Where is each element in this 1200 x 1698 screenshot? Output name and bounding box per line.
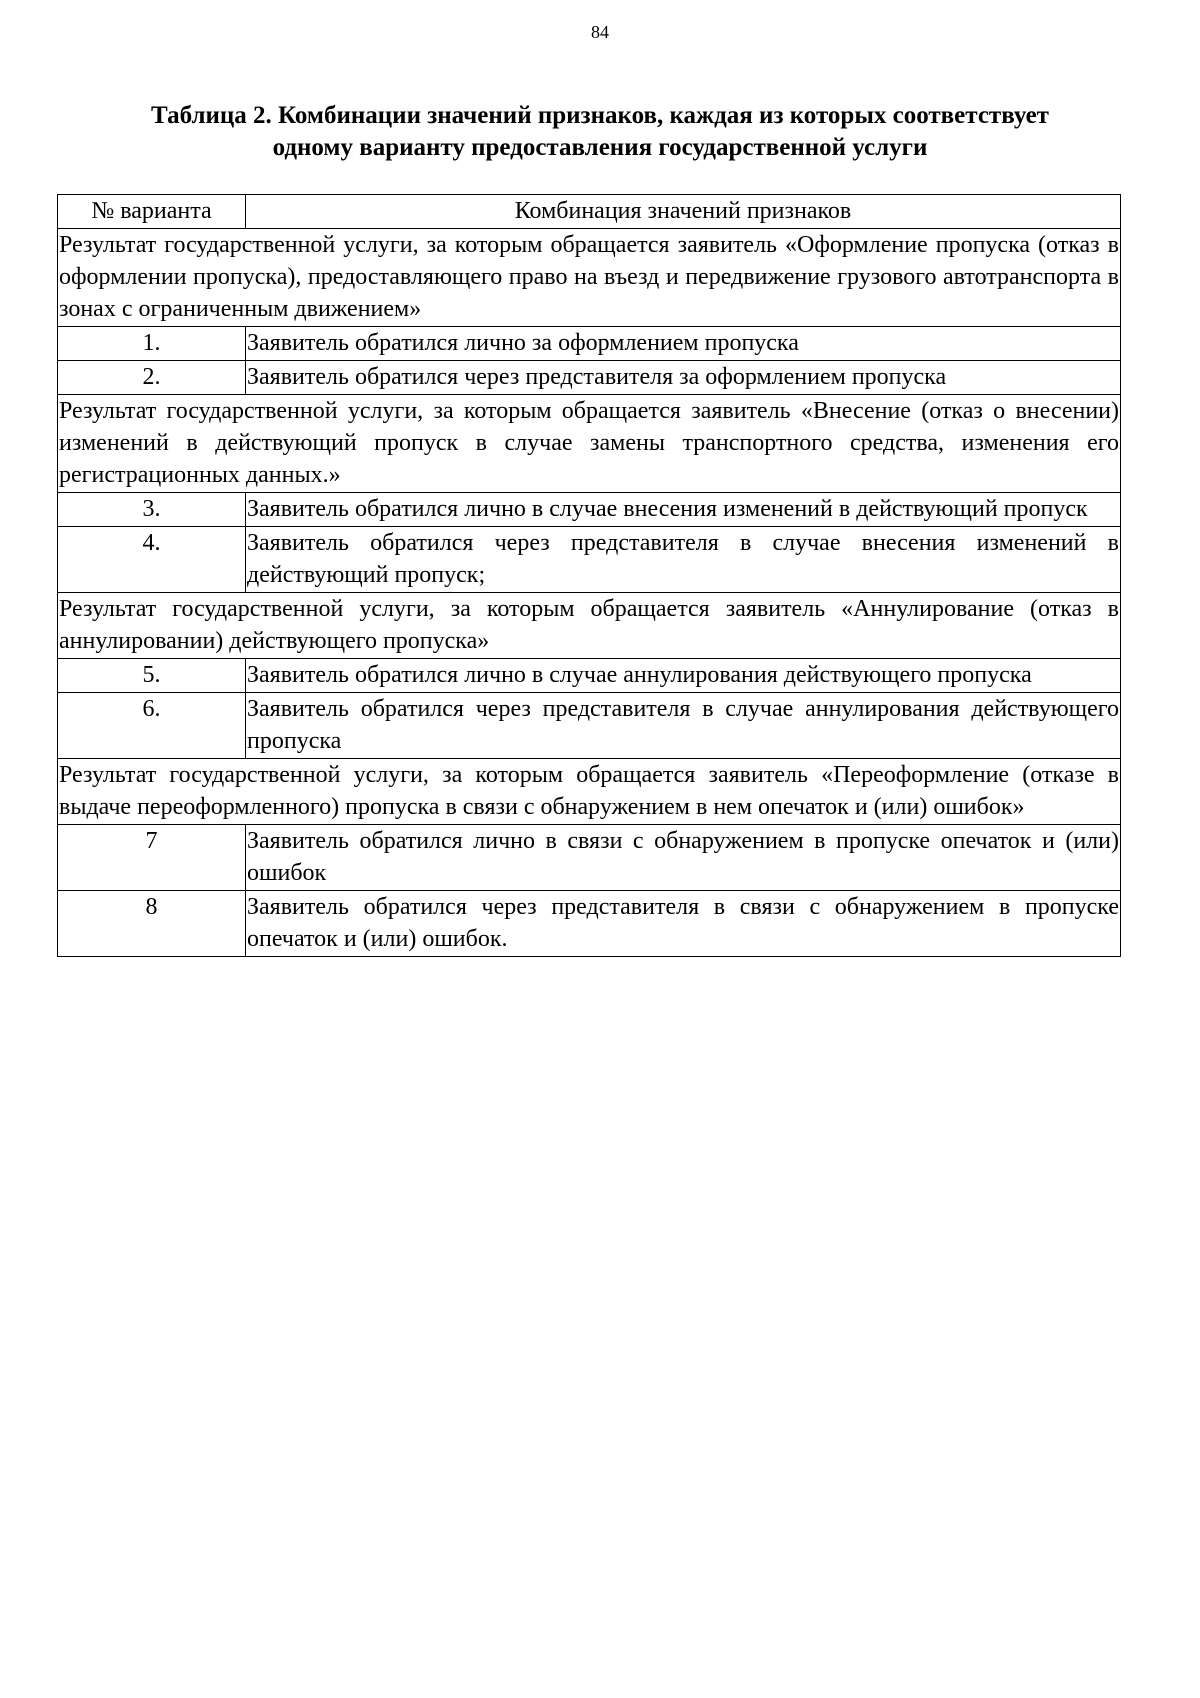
variant-number: 6. — [58, 693, 246, 759]
table-title-line-1: Таблица 2. Комбинации значений признаков, каждая из которых соответствует — [151, 102, 1049, 129]
group-result-row — [58, 395, 1121, 493]
table-row — [58, 693, 1121, 759]
page-number: 84 — [591, 22, 609, 42]
table-row — [58, 527, 1121, 593]
table-title — [80, 100, 1120, 164]
variant-number: 7 — [58, 825, 246, 891]
variant-description: Заявитель обратился лично в случае аннулирования действующего пропуска — [246, 659, 1121, 693]
group-result-row — [58, 229, 1121, 327]
table-row — [58, 327, 1121, 361]
variant-number: 8 — [58, 891, 246, 957]
variant-number: 2. — [58, 361, 246, 395]
variant-description: Заявитель обратился через представителя за оформлением пропуска — [246, 361, 1121, 395]
variant-number: 5. — [58, 659, 246, 693]
table-row — [58, 891, 1121, 957]
table-row — [58, 825, 1121, 891]
group-result-text: Результат государственной услуги, за которым обращается заявитель «Аннулирование (отказ в аннулировании) действующего пропуска» — [58, 593, 1121, 659]
table-header-row — [58, 195, 1121, 229]
variant-description: Заявитель обратился лично в связи с обнаружением в пропуске опечаток и (или) ошибок — [246, 825, 1121, 891]
header-variant-number: № варианта — [58, 195, 246, 229]
group-result-text: Результат государственной услуги, за которым обращается заявитель «Оформление пропуска (отказ в оформлении пропуска), предоставляющего право на въезд и передвижение грузового автотранспорта в зонах с ограниченным движением» — [58, 229, 1121, 327]
table-title-line-2: одному варианту предоставления государственной услуги — [272, 134, 928, 161]
variant-description: Заявитель обратился лично в случае внесения изменений в действующий пропуск — [246, 493, 1121, 527]
group-result-row — [58, 759, 1121, 825]
variant-number: 4. — [58, 527, 246, 593]
group-result-text: Результат государственной услуги, за которым обращается заявитель «Переоформление (отказе в выдаче переоформленного) пропуска в связи с обнаружением в нем опечаток и (или) ошибок» — [58, 759, 1121, 825]
group-result-text: Результат государственной услуги, за которым обращается заявитель «Внесение (отказ о внесении) изменений в действующий пропуск в случае замены транспортного средства, изменения его регистрационных данных.» — [58, 395, 1121, 493]
table-row — [58, 361, 1121, 395]
group-result-row — [58, 593, 1121, 659]
variant-number: 3. — [58, 493, 246, 527]
variant-description: Заявитель обратился через представителя в связи с обнаружением в пропуске опечаток и (или) ошибок. — [246, 891, 1121, 957]
table-row — [58, 493, 1121, 527]
variant-description: Заявитель обратился через представителя в случае внесения изменений в действующий пропуск; — [246, 527, 1121, 593]
variant-description: Заявитель обратился лично за оформлением пропуска — [246, 327, 1121, 361]
table-row — [58, 659, 1121, 693]
header-combination: Комбинация значений признаков — [246, 195, 1121, 229]
variant-number: 1. — [58, 327, 246, 361]
variant-description: Заявитель обратился через представителя в случае аннулирования действующего пропуска — [246, 693, 1121, 759]
variants-table — [57, 194, 1121, 957]
